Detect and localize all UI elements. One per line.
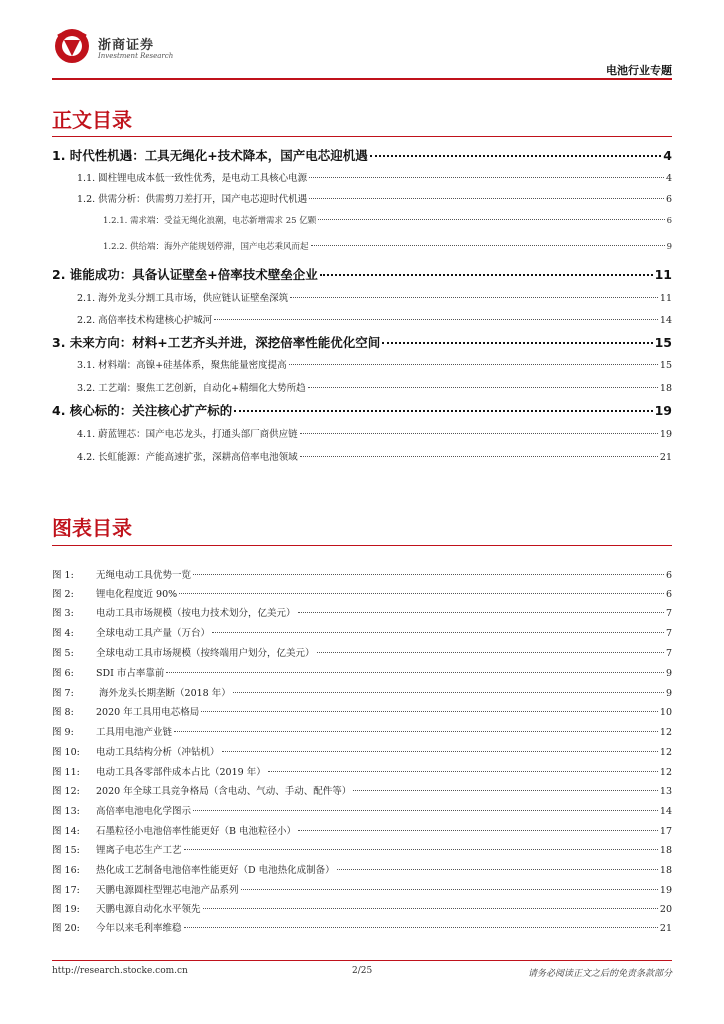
toc-entry[interactable] <box>52 265 672 283</box>
footer-disclaimer: 请务必阅读正文之后的免责条款部分 <box>527 969 672 979</box>
figure-entry[interactable] <box>52 920 672 934</box>
toc-entry[interactable] <box>77 191 672 205</box>
figure-entry[interactable] <box>52 842 672 856</box>
figure-caption: 2020 年工具用电芯格局 <box>96 707 200 718</box>
footer-divider <box>52 960 672 961</box>
report-category: 电池行业专题 <box>606 64 672 77</box>
figure-caption: 热化成工艺制备电池倍率性能更好（D 电池热化成制备） <box>96 865 335 876</box>
footer-url-link[interactable]: http://research.stocke.com.cn <box>52 966 188 976</box>
toc-entry[interactable] <box>77 290 672 304</box>
toc-entry-text: 1.2. 供需分析：供需剪刀差打开，国产电芯迎时代机遇 <box>77 194 308 205</box>
figure-caption: 高倍率电池电化学图示 <box>96 806 192 817</box>
figure-number: 图 19: <box>52 904 80 915</box>
toc-entry-text: 1. 时代性机遇：工具无绳化+技术降本，国产电芯迎机遇 <box>52 148 368 163</box>
toc-entry-text: 3.2. 工艺端：聚焦工艺创新，自动化+精细化大势所趋 <box>77 383 306 394</box>
figure-page: 6 <box>665 589 672 600</box>
toc-entry[interactable] <box>103 240 672 252</box>
toc-entry[interactable] <box>77 357 672 371</box>
figure-page: 18 <box>659 865 672 876</box>
figure-caption: SDI 市占率靠前 <box>96 668 165 679</box>
figure-page: 7 <box>665 648 672 659</box>
page-number: 2/25 <box>352 966 373 976</box>
figure-entry[interactable] <box>52 823 672 837</box>
toc-entry-text: 4. 核心标的：关注核心扩产标的 <box>52 403 233 418</box>
figure-entry[interactable] <box>52 567 672 581</box>
figure-entry[interactable] <box>52 744 672 758</box>
figure-page: 19 <box>659 885 672 896</box>
figure-page: 13 <box>659 786 672 797</box>
figure-caption: 全球电动工具市场规模（按终端用户划分，亿美元） <box>96 648 315 659</box>
figure-entry[interactable] <box>52 764 672 778</box>
toc-entry[interactable] <box>52 333 672 351</box>
toc-title: 正文目录 <box>52 108 132 132</box>
figure-caption: 电动工具各零部件成本占比（2019 年） <box>96 767 266 778</box>
figure-caption: 无绳电动工具优势一览 <box>96 570 192 581</box>
figure-number: 图 4: <box>52 628 74 639</box>
figure-number: 图 2: <box>52 589 74 600</box>
figure-number: 图 1: <box>52 570 74 581</box>
figure-caption: 电动工具结构分析（冲钻机） <box>96 747 220 758</box>
toc-entry-text: 4.2. 长虹能源：产能高速扩张，深耕高倍率电池领域 <box>77 452 298 463</box>
toc-title-divider <box>52 136 672 137</box>
figure-number: 图 5: <box>52 648 74 659</box>
header-divider <box>52 78 672 80</box>
toc-entry-text: 1.1. 圆柱锂电成本低一致性优秀，是电动工具核心电源 <box>77 173 308 184</box>
figure-entry[interactable] <box>52 783 672 797</box>
figure-entry[interactable] <box>52 665 672 679</box>
toc-entry-text: 2. 谁能成功：具备认证壁垒+倍率技术壁垒企业 <box>52 267 318 282</box>
toc-entry-text: 3.1. 材料端：高镍+硅基体系，聚焦能量密度提高 <box>77 360 287 371</box>
toc-entry-text: 1.2.2. 供给端：海外产能规划停滞，国产电芯乘风而起 <box>103 242 309 252</box>
figure-page: 7 <box>665 608 672 619</box>
figure-page: 17 <box>659 826 672 837</box>
toc-entry-text: 1.2.1. 需求端：受益无绳化浪潮，电芯新增需求 25 亿颗 <box>103 216 317 226</box>
toc-entry-text: 2.2. 高倍率技术构建核心护城河 <box>77 315 213 326</box>
toc-entry-page: 15 <box>654 335 672 350</box>
figure-number: 图 6: <box>52 668 74 679</box>
logo-english-name: Investment Research <box>98 52 174 60</box>
figure-page: 18 <box>659 845 672 856</box>
figure-number: 图 15: <box>52 845 80 856</box>
toc-entry[interactable] <box>77 170 672 184</box>
figure-number: 图 12: <box>52 786 80 797</box>
toc-entry-text: 3. 未来方向：材料+工艺齐头并进，深挖倍率性能优化空间 <box>52 335 381 350</box>
toc-entry-page: 19 <box>654 403 672 418</box>
figure-entry[interactable] <box>52 605 672 619</box>
logo-emblem-icon <box>52 26 92 66</box>
figure-caption: 天鹏电源圆柱型锂芯电池产品系列 <box>96 885 239 896</box>
figure-page: 12 <box>659 727 672 738</box>
figure-page: 21 <box>659 923 672 934</box>
figure-number: 图 7: <box>52 688 74 699</box>
toc-entry[interactable] <box>52 401 672 419</box>
figure-page: 12 <box>659 767 672 778</box>
figure-entry[interactable] <box>52 724 672 738</box>
toc-entry-page: 6 <box>665 194 672 205</box>
figure-number: 图 3: <box>52 608 74 619</box>
figure-caption: 海外龙头长期垄断（2018 年） <box>96 688 231 699</box>
figure-caption: 全球电动工具产量（万台） <box>96 628 211 639</box>
figure-list-title: 图表目录 <box>52 516 132 540</box>
figure-page: 10 <box>659 707 672 718</box>
figure-entry[interactable] <box>52 882 672 896</box>
toc-entry[interactable] <box>77 426 672 440</box>
figure-page: 9 <box>665 668 672 679</box>
figure-entry[interactable] <box>52 625 672 639</box>
toc-entry-page: 6 <box>666 216 672 226</box>
figure-page: 14 <box>659 806 672 817</box>
figure-caption: 今年以来毛利率维稳 <box>96 923 182 934</box>
toc-entry-page: 4 <box>665 173 672 184</box>
toc-entry[interactable] <box>77 449 672 463</box>
figure-entry[interactable] <box>52 901 672 915</box>
toc-entry[interactable] <box>77 312 672 326</box>
figure-number: 图 20: <box>52 923 80 934</box>
figure-entry[interactable] <box>52 685 672 699</box>
figure-entry[interactable] <box>52 645 672 659</box>
figure-entry[interactable] <box>52 803 672 817</box>
toc-entry-page: 11 <box>659 293 672 304</box>
figure-number: 图 11: <box>52 767 80 778</box>
toc-entry-text: 2.1. 海外龙头分割工具市场，供应链认证壁垒深筑 <box>77 293 289 304</box>
figure-caption: 天鹏电源自动化水平领先 <box>96 904 201 915</box>
logo-chinese-name: 浙商证券 <box>98 38 155 53</box>
toc-entry-page: 14 <box>659 315 672 326</box>
figure-list-title-divider <box>52 545 672 546</box>
figure-caption: 石墨粒径小电池倍率性能更好（B 电池粒径小） <box>96 826 297 837</box>
figure-caption: 工具用电池产业链 <box>96 727 173 738</box>
page-header <box>52 22 672 78</box>
figure-entry[interactable] <box>52 704 672 718</box>
figure-caption: 2020 年全球工具竞争格局（含电动、气动、手动、配件等） <box>96 786 352 797</box>
figure-caption: 锂离子电芯生产工艺 <box>96 845 182 856</box>
figure-number: 图 16: <box>52 865 80 876</box>
figure-page: 6 <box>665 570 672 581</box>
toc-entry-page: 15 <box>659 360 672 371</box>
toc-entry-page: 11 <box>654 267 672 282</box>
figure-number: 图 8: <box>52 707 74 718</box>
toc-entry[interactable] <box>103 214 672 226</box>
figure-number: 图 10: <box>52 747 80 758</box>
figure-number: 图 14: <box>52 826 80 837</box>
toc-entry-page: 9 <box>666 242 672 252</box>
figure-number: 图 9: <box>52 727 74 738</box>
toc-entry-page: 19 <box>659 429 672 440</box>
figure-caption: 电动工具市场规模（按电力技术划分，亿美元） <box>96 608 296 619</box>
figure-number: 图 13: <box>52 806 80 817</box>
toc-entry-page: 21 <box>659 452 672 463</box>
figure-entry[interactable] <box>52 586 672 600</box>
figure-page: 12 <box>659 747 672 758</box>
figure-entry[interactable] <box>52 862 672 876</box>
toc-entry-page: 18 <box>659 383 672 394</box>
toc-entry[interactable] <box>52 146 672 164</box>
figure-page: 9 <box>665 688 672 699</box>
toc-entry[interactable] <box>77 380 672 394</box>
company-logo <box>52 26 202 70</box>
figure-page: 20 <box>659 904 672 915</box>
toc-entry-text: 4.1. 蔚蓝锂芯：国产电芯龙头，打通头部厂商供应链 <box>77 429 298 440</box>
figure-caption: 锂电化程度近 90% <box>96 589 178 600</box>
figure-number: 图 17: <box>52 885 80 896</box>
figure-page: 7 <box>665 628 672 639</box>
toc-entry-page: 4 <box>663 148 672 163</box>
